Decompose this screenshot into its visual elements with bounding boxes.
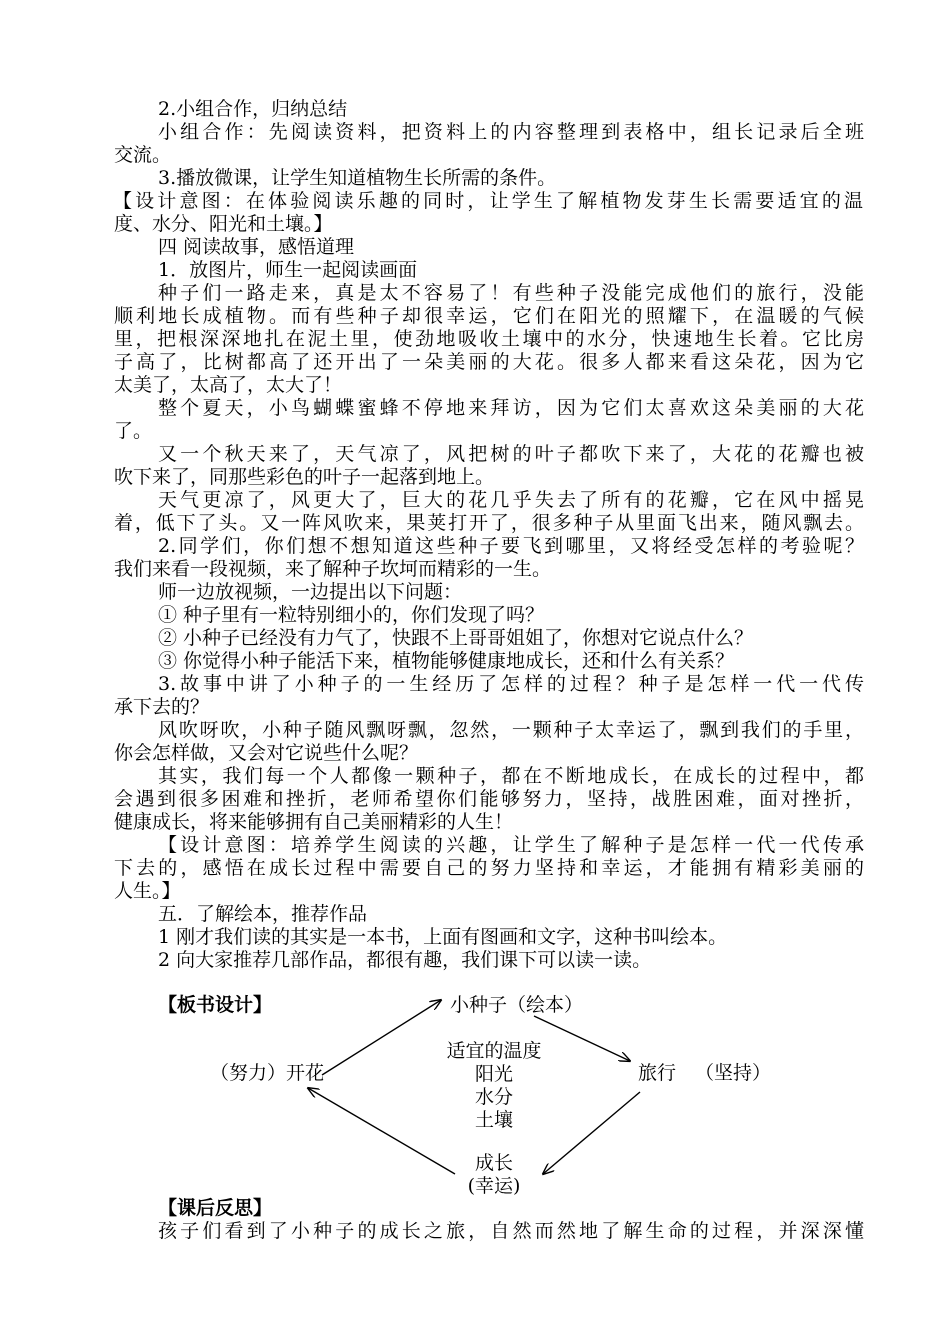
text-line: 子高了，比树都高了还开出了一朵美丽的大花。很多人都来看这朵花，因为它 [114,351,864,373]
design-intent-line: 下去的，感悟在成长过程中需要自己的努力坚持和幸运，才能拥有精彩美丽的 [114,857,864,879]
section-heading: 五．了解绘本，推荐作品 [158,903,368,925]
text-line: 了。 [114,420,153,442]
condition-item: 阳光 [474,1063,513,1085]
text-line: 顺利地长成植物。而有些种子却很幸运，它们在阳光的照耀下，在温暖的气候 [114,305,864,327]
text-line: 风吹呀吹，小种子随风飘呀飘，忽然，一颗种子太幸运了，飘到我们的手里， [158,719,864,741]
design-intent-line: 【设计意图：在体验阅读乐趣的同时，让学生了解植物发芽生长需要适宜的温 [113,190,863,212]
node-left: （努力）开花 [210,1062,325,1084]
condition-item: 水分 [474,1086,513,1108]
node-bottom-note: (幸运) [467,1175,521,1197]
text-line: 吹下来了，同那些彩色的叶子一起落到地上。 [114,466,495,488]
text-line: 天气更凉了，风更大了，巨大的花几乎失去了所有的花瓣，它在风中摇晃 [158,489,864,511]
text-line: 你会怎样做，又会对它说些什么呢？ [114,742,419,764]
text-line: 交流。 [114,144,172,166]
design-intent-line: 【设计意图：培养学生阅读的兴趣，让学生了解种子是怎样一代一代传承 [158,834,864,856]
text-line: 1 刚才我们读的其实是一本书，上面有图画和文字，这种书叫绘本。 [158,926,728,948]
text-line: 3.故事中讲了小种子的一生经历了怎样的过程？种子是怎样一代一代传 [158,673,864,695]
board-heading: 【板书设计】 [158,994,273,1016]
text-line: 里，把根深深地扎在泥土里，使劲地吸收土壤中的水分，快速地生长着。它比房 [114,328,864,350]
design-intent-line: 人生。】 [114,880,181,902]
condition-item: 适宜的温度 [446,1040,542,1062]
text-line: 2.同学们，你们想不想知道这些种子要飞到哪里，又将经受怎样的考验呢？ [158,535,864,557]
text-line: 3.播放微课，让学生知道植物生长所需的条件。 [158,167,557,189]
condition-item: 土壤 [474,1109,513,1131]
question-item: ③ 你觉得小种子能活下来，植物能够健康地成长，还和什么有关系？ [158,650,735,672]
text-line: 会遇到很多困难和挫折，老师希望你们能够努力，坚持，战胜困难，面对挫折， [114,788,864,810]
question-item: ① 种子里有一粒特别细小的，你们发现了吗？ [158,604,545,626]
text-line: 2 向大家推荐几部作品，都很有趣，我们课下可以读一读。 [158,949,652,971]
text-line: 小组合作：先阅读资料，把资料上的内容整理到表格中，组长记录后全班 [158,121,864,143]
text-line: 师一边放视频，一边提出以下问题： [158,581,463,603]
node-top: 小种子（绘本） [450,994,584,1016]
text-line: 我们来看一段视频，来了解种子坎坷而精彩的一生。 [114,558,552,580]
design-intent-line: 度、水分、阳光和土壤。】 [114,213,333,235]
text-line: 2.小组合作，归纳总结 [158,98,348,120]
text-line: 其实，我们每一个人都像一颗种子，都在不断地成长，在成长的过程中，都 [158,765,864,787]
section-heading: 四 阅读故事，感悟道理 [158,236,355,258]
reflection-text: 孩子们看到了小种子的成长之旅，自然而然地了解生命的过程，并深深懂 [158,1220,864,1242]
node-bottom: 成长 [474,1152,513,1174]
question-item: ② 小种子已经没有力气了，快跟不上哥哥姐姐了，你想对它说点什么？ [158,627,754,649]
text-line: 健康成长，将来能够拥有自己美丽精彩的人生！ [114,811,514,833]
text-line: 1．放图片，师生一起阅读画面 [158,259,418,281]
node-right-note: （坚持） [695,1062,772,1084]
text-line: 承下去的？ [114,696,210,718]
text-line: 种子们一路走来，真是太不容易了！有些种子没能完成他们的旅行，没能 [158,282,864,304]
text-line: 太美了，太高了，太大了！ [114,374,343,396]
text-line: 又一个秋天来了，天气凉了，风把树的叶子都吹下来了，大花的花瓣也被 [158,443,864,465]
text-line: 着，低下了头。又一阵风吹来，果荚打开了，很多种子从里面飞出来，随风飘去。 [114,512,864,534]
text-line: 整个夏天，小鸟蝴蝶蜜蜂不停地来拜访，因为它们太喜欢这朵美丽的大花 [158,397,864,419]
reflection-heading: 【课后反思】 [158,1197,273,1219]
node-right: 旅行 [638,1062,677,1084]
